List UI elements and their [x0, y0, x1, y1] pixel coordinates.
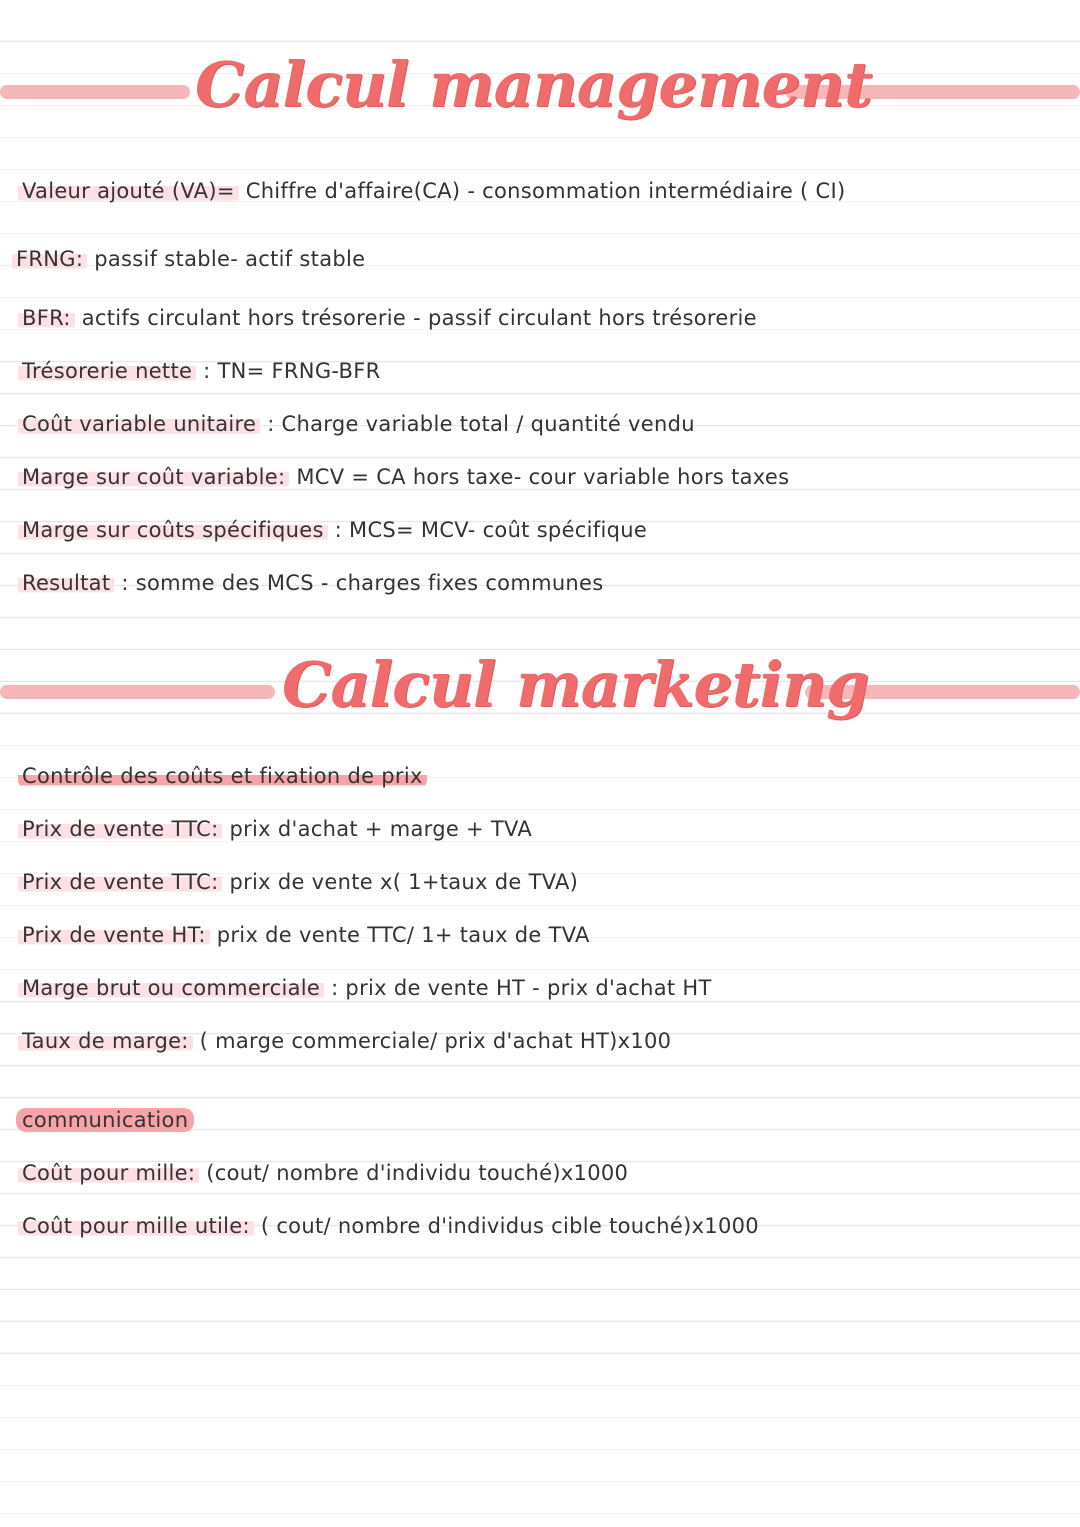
formula-mcv: Marge sur coût variable: MCV = CA hors taxe- cour variable hors taxes	[22, 462, 789, 492]
formula-pv-ht: Prix de vente HT: prix de vente TTC/ 1+ taux de TVA	[22, 920, 590, 950]
management-heading	[0, 40, 1080, 130]
formula-pv-ttc-2: Prix de vente TTC: prix de vente x( 1+taux de TVA)	[22, 867, 578, 897]
subheading-costs: Contrôle des coûts et fixation de prix	[22, 761, 427, 791]
marketing-title: Calcul marketing	[282, 648, 869, 721]
formula-cpm: Coût pour mille: (cout/ nombre d'individu touché)x1000	[22, 1158, 628, 1188]
formula-cout-variable: Coût variable unitaire : Charge variable total / quantité vendu	[22, 409, 695, 439]
formula-pv-ttc-1: Prix de vente TTC: prix d'achat + marge + TVA	[22, 814, 532, 844]
formula-marge-brut: Marge brut ou commerciale : prix de vente HT - prix d'achat HT	[22, 973, 712, 1003]
formula-cpm-utile: Coût pour mille utile: ( cout/ nombre d'individus cible touché)x1000	[22, 1211, 759, 1241]
management-title: Calcul management	[195, 48, 872, 121]
heading-band-left	[0, 85, 190, 99]
formula-bfr: BFR: actifs circulant hors trésorerie - passif circulant hors trésorerie	[22, 303, 757, 333]
formula-tresorerie: Trésorerie nette : TN= FRNG-BFR	[22, 356, 381, 386]
formula-mcs: Marge sur coûts spécifiques : MCS= MCV- coût spécifique	[22, 515, 647, 545]
formula-taux-marge: Taux de marge: ( marge commerciale/ prix d'achat HT)x100	[22, 1026, 671, 1056]
formula-frng: FRNG: passif stable- actif stable	[16, 244, 365, 274]
subheading-communication: communication	[22, 1105, 194, 1135]
marketing-heading	[0, 640, 1080, 730]
heading-band-left	[0, 685, 275, 699]
formula-va: Valeur ajouté (VA)= Chiffre d'affaire(CA) - consommation intermédiaire ( CI)	[22, 176, 845, 206]
formula-resultat: Resultat : somme des MCS - charges fixes communes	[22, 568, 604, 598]
